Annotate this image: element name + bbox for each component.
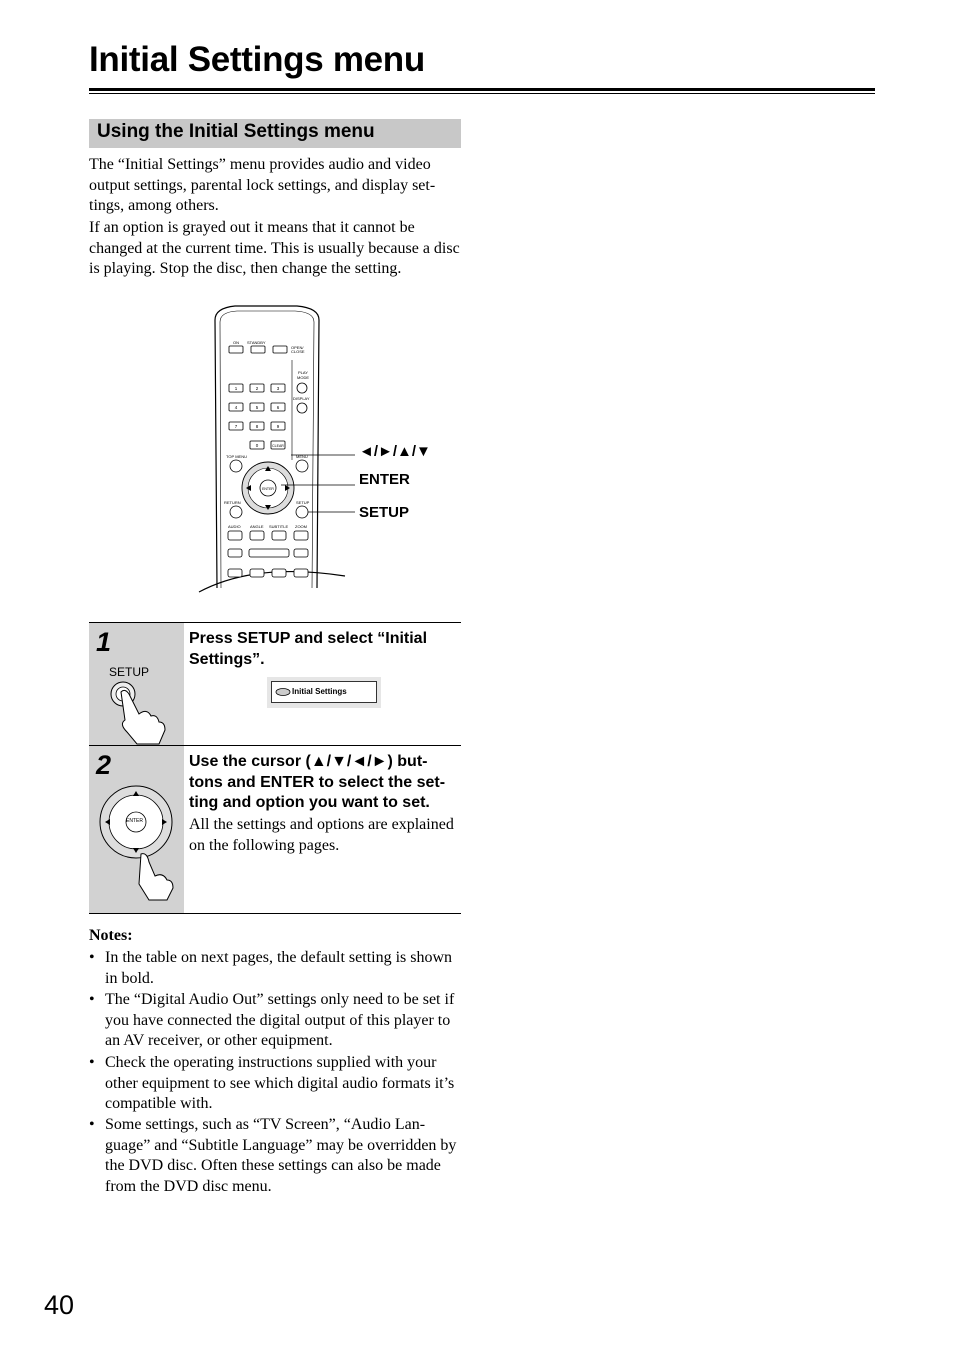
step-1-setup-label: SETUP [109,665,150,679]
step-1-number: 1 [96,627,112,657]
remote-digit-1: 1 [234,386,238,391]
note-item [89,948,461,989]
setup-callout: SETUP [359,504,410,521]
step-2-body: All the settings and options are explained on the following pages. [189,816,454,854]
note-text: Check the operating instructions supplied with your other equipment to see which digital audio formats it’s compatible with. [105,1054,455,1112]
disc-icon [275,687,291,697]
remote-label-mode: MODE [297,375,309,380]
note-item [89,1115,461,1197]
remote-label-close: CLOSE [291,349,305,354]
remote-digit-2: 2 [255,386,259,391]
step-2-title: Use the cursor (▲/▼/◄/►) but-tons and ENTER to select the set-ting and option you want to set. [189,753,446,811]
osd-frame [271,681,377,703]
step-1-title: Press SETUP and select “Initial Settings”. [189,630,428,668]
remote-digit-5: 5 [255,405,259,410]
remote-clear: CLEAR [272,444,284,448]
remote-label-setup: SETUP [296,500,310,505]
intro-paragraph: The “Initial Settings” menu provides audio and video output settings, parental lock settings, and display set-tings, among others. [89,156,436,214]
remote-digit-4: 4 [234,405,238,410]
note-item [89,1053,461,1115]
remote-label-audio: AUDIO [228,524,241,529]
remote-enter-key: ENTER [262,487,274,491]
initial-settings-osd [267,677,381,708]
remote-digit-7: 7 [234,424,238,429]
hand-pressing-button-icon [97,678,177,748]
note-text: In the table on next pages, the default setting is shown in bold. [105,949,453,987]
remote-label-subtitle: SUBTITLE [269,524,289,529]
remote-digit-8: 8 [255,424,259,429]
notes-title: Notes: [89,927,133,944]
note-text: The “Digital Audio Out” settings only need to be set if you have connected the digital output of this player to an AV receiver, or other equipment. [105,991,455,1049]
note-text: Some settings, such as “TV Screen”, “Audio Lan-guage” and “Subtitle Language” may be overridden by the DVD disc. Often these settings can also be made from the DVD disc menu. [105,1116,457,1195]
remote-label-return: RETURN [224,500,241,505]
step-2-number: 2 [96,750,112,780]
remote-digit-3: 3 [276,386,280,391]
remote-control-illustration [195,300,365,600]
step-2-enter-label: ENTER [126,818,143,824]
remote-digit-6: 6 [276,405,280,410]
note-bullet: • [89,991,95,1008]
section-heading [89,119,461,148]
note-bullet: • [89,949,95,966]
remote-label-menu: MENU [296,454,308,459]
remote-digit-0: 0 [255,443,259,448]
step-1-panel [89,623,184,746]
note-item [89,990,461,1052]
remote-label-standby: STANDBY [247,340,266,345]
step-2 [89,745,461,914]
remote-label-on: ON [233,340,239,345]
enter-callout: ENTER [359,471,410,488]
remote-label-play: PLAY [298,370,308,375]
cursor-pad-icon [91,782,183,902]
remote-label-angle: ANGLE [250,524,264,529]
title-rule-thin [89,93,875,94]
cursor-callout: ◄/►/▲/▼ [359,443,431,460]
title-rule [89,88,875,91]
note-bullet: • [89,1054,95,1071]
remote-label-open: OPEN/ [291,345,304,350]
remote-digit-9: 9 [276,424,280,429]
osd-label: Initial Settings [292,687,347,696]
remote-label-display: DISPLAY [293,396,310,401]
page-number: 40 [44,1290,75,1320]
note-bullet: • [89,1116,95,1133]
section-heading-text: Using the Initial Settings menu [97,121,375,142]
step-2-panel [89,746,184,913]
remote-label-zoom: ZOOM [295,524,307,529]
grayed-out-paragraph: If an option is grayed out it means that it cannot be changed at the current time. This is usually because a disc is playing. Stop the disc, then change the setting. [89,219,460,277]
page-title: Initial Settings menu [89,40,425,79]
remote-label-top-menu: TOP MENU [226,454,247,459]
